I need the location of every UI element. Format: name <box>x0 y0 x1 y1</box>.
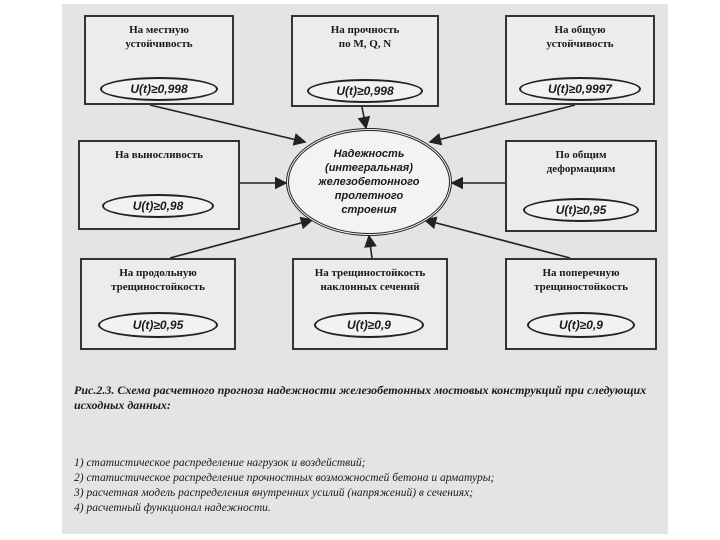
arrow-general-stability <box>430 105 575 142</box>
box-title: На местную устойчивость <box>125 24 193 50</box>
condition-item: 3) расчетная модель распределения внутренних усилий (напряжений) в сечениях; <box>74 487 474 499</box>
box-title: На трещиностойкость наклонных сечений <box>314 267 426 293</box>
box-inclined-crack <box>292 258 448 350</box>
reliability-value: U(t)≥0,9997 <box>519 77 641 101</box>
box-strength <box>291 15 439 107</box>
box-general-stability <box>505 15 655 105</box>
box-transverse-crack <box>505 258 657 350</box>
box-title: На общую устойчивость <box>546 24 614 50</box>
box-title: На выносливость <box>114 149 204 161</box>
reliability-value: U(t)≥0,998 <box>100 77 218 101</box>
reliability-value: U(t)≥0,98 <box>102 194 214 218</box>
condition-item: 2) статистическое распределение прочностных возможностей бетона и арматуры; <box>74 472 495 484</box>
arrow-inclined-crack <box>369 236 372 258</box>
center-node-reliability <box>286 128 452 236</box>
center-node-label: Надежность (интегральная) железобетонного пролетного строения <box>318 148 420 216</box>
box-title: На продольную трещиностойкость <box>111 267 205 293</box>
conditions-list <box>74 456 664 516</box>
box-longitudinal-crack <box>80 258 236 350</box>
reliability-value: U(t)≥0,9 <box>314 312 424 338</box>
figure-caption: Рис.2.3. Схема расчетного прогноза надежности железобетонных мостовых конструкций при следующих исходных данных: <box>74 383 647 412</box>
reliability-value: U(t)≥0,95 <box>98 312 218 338</box>
box-endurance <box>78 140 240 230</box>
box-title: На поперечную трещиностойкость <box>534 267 628 293</box>
box-title: По общим деформациям <box>546 149 616 175</box>
box-local-stability <box>84 15 234 105</box>
arrow-local-stability <box>150 105 305 142</box>
box-title: На прочность по M, Q, N <box>330 24 400 50</box>
reliability-value: U(t)≥0,9 <box>527 312 635 338</box>
reliability-value: U(t)≥0,95 <box>523 198 639 222</box>
arrow-strength <box>362 107 366 128</box>
condition-item: 1) статистическое распределение нагрузок и воздействий; <box>74 457 366 469</box>
reliability-value: U(t)≥0,998 <box>307 79 423 103</box>
condition-item: 4) расчетный функционал надежности. <box>74 502 271 514</box>
box-general-deformations <box>505 140 657 232</box>
